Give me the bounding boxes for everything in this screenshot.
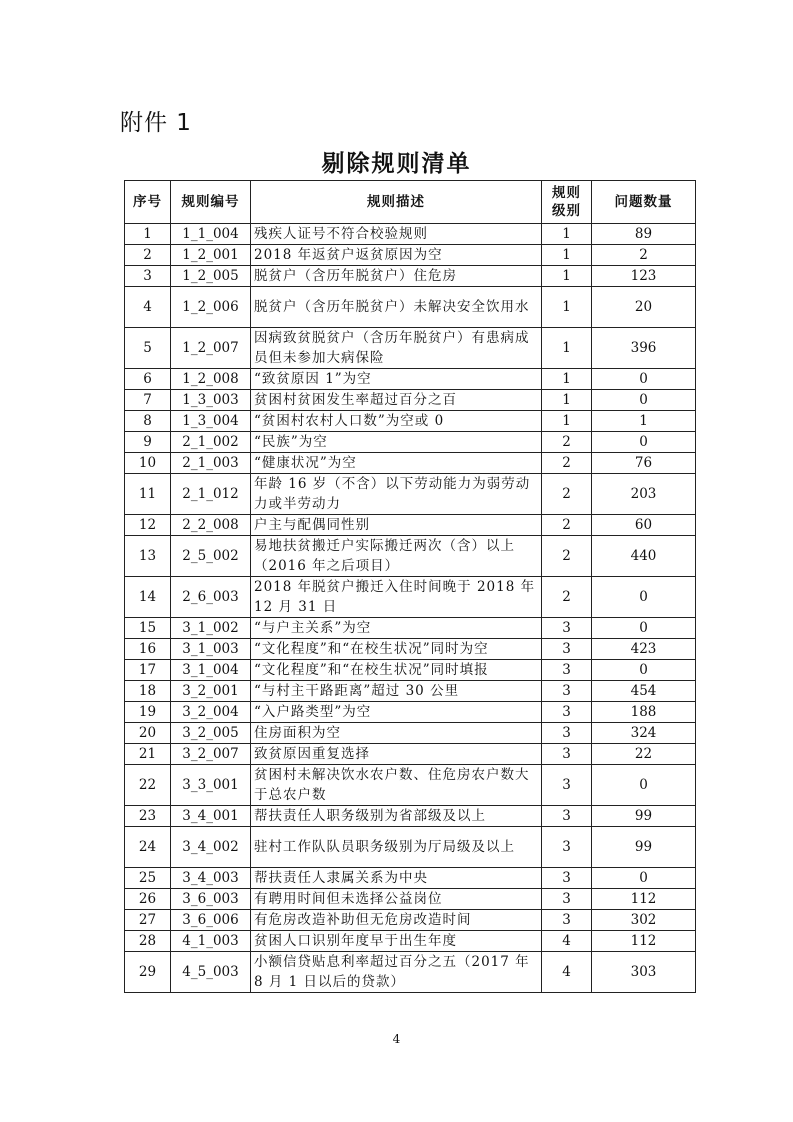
page-number: 4 xyxy=(392,1032,401,1046)
rule-description-cell: “与户主关系”为空 xyxy=(251,618,542,639)
issue-count-cell: 76 xyxy=(592,453,696,474)
rule-level-cell: 1 xyxy=(542,245,592,266)
table-row xyxy=(125,411,696,432)
issue-count-cell: 0 xyxy=(592,390,696,411)
rule-description-cell: “文化程度”和“在校生状况”同时填报 xyxy=(251,660,542,681)
issue-count-cell: 188 xyxy=(592,702,696,723)
issue-count-cell: 0 xyxy=(592,765,696,806)
rule-description-cell: 残疾人证号不符合校验规则 xyxy=(251,224,542,245)
issue-count-cell: 454 xyxy=(592,681,696,702)
issue-count-cell: 99 xyxy=(592,806,696,827)
issue-count-cell: 0 xyxy=(592,868,696,889)
rule-code-cell: 3_4_003 xyxy=(171,868,251,889)
table-row xyxy=(125,639,696,660)
rule-level-cell: 2 xyxy=(542,432,592,453)
row-number-cell: 10 xyxy=(125,453,171,474)
row-number-cell: 8 xyxy=(125,411,171,432)
issue-count-cell: 324 xyxy=(592,723,696,744)
issue-count-cell: 0 xyxy=(592,660,696,681)
table-row xyxy=(125,931,696,952)
rule-description-cell: 因病致贫脱贫户（含历年脱贫户）有患病成员但未参加大病保险 xyxy=(251,328,542,369)
rule-description-cell: “致贫原因 1”为空 xyxy=(251,369,542,390)
rule-description-cell: 户主与配偶同性别 xyxy=(251,515,542,536)
table-row xyxy=(125,224,696,245)
rule-level-cell: 2 xyxy=(542,515,592,536)
row-number-cell: 7 xyxy=(125,390,171,411)
rule-code-cell: 1_2_005 xyxy=(171,266,251,287)
rule-description-cell: 帮扶责任人隶属关系为中央 xyxy=(251,868,542,889)
rule-code-cell: 3_4_002 xyxy=(171,827,251,868)
column-header-count: 问题数量 xyxy=(592,181,696,224)
issue-count-cell: 0 xyxy=(592,577,696,618)
table-row xyxy=(125,618,696,639)
rule-description-cell: “贫困村农村人口数”为空或 0 xyxy=(251,411,542,432)
rule-level-cell: 3 xyxy=(542,702,592,723)
rule-code-cell: 2_6_003 xyxy=(171,577,251,618)
rule-code-cell: 1_1_004 xyxy=(171,224,251,245)
row-number-cell: 12 xyxy=(125,515,171,536)
issue-count-cell: 303 xyxy=(592,952,696,993)
rule-level-cell: 1 xyxy=(542,287,592,328)
row-number-cell: 17 xyxy=(125,660,171,681)
row-number-cell: 23 xyxy=(125,806,171,827)
column-header-level: 规则级别 xyxy=(542,181,592,224)
row-number-cell: 26 xyxy=(125,889,171,910)
row-number-cell: 19 xyxy=(125,702,171,723)
rule-code-cell: 1_2_006 xyxy=(171,287,251,328)
row-number-cell: 20 xyxy=(125,723,171,744)
rule-description-cell: “文化程度”和“在校生状况”同时为空 xyxy=(251,639,542,660)
rule-description-cell: 有聘用时间但未选择公益岗位 xyxy=(251,889,542,910)
rule-level-cell: 3 xyxy=(542,660,592,681)
rule-description-cell: 脱贫户（含历年脱贫户）住危房 xyxy=(251,266,542,287)
rule-description-cell: 易地扶贫搬迁户实际搬迁两次（含）以上（2016 年之后项目） xyxy=(251,536,542,577)
row-number-cell: 22 xyxy=(125,765,171,806)
table-row xyxy=(125,723,696,744)
rule-level-cell: 2 xyxy=(542,474,592,515)
row-number-cell: 4 xyxy=(125,287,171,328)
rule-description-cell: 脱贫户（含历年脱贫户）未解决安全饮用水 xyxy=(251,287,542,328)
row-number-cell: 11 xyxy=(125,474,171,515)
attachment-label: 附件 1 xyxy=(120,110,192,136)
document-title: 剔除规则清单 xyxy=(321,151,472,177)
rule-code-cell: 2_1_003 xyxy=(171,453,251,474)
rule-code-cell: 3_4_001 xyxy=(171,806,251,827)
table-row xyxy=(125,577,696,618)
row-number-cell: 6 xyxy=(125,369,171,390)
table-row xyxy=(125,681,696,702)
table-row xyxy=(125,453,696,474)
rule-level-cell: 3 xyxy=(542,806,592,827)
row-number-cell: 1 xyxy=(125,224,171,245)
rule-level-cell: 3 xyxy=(542,681,592,702)
row-number-cell: 25 xyxy=(125,868,171,889)
rule-level-cell: 1 xyxy=(542,328,592,369)
table-row xyxy=(125,474,696,515)
rule-code-cell: 1_3_004 xyxy=(171,411,251,432)
rule-code-cell: 3_1_003 xyxy=(171,639,251,660)
rule-level-cell: 1 xyxy=(542,266,592,287)
row-number-cell: 15 xyxy=(125,618,171,639)
row-number-cell: 16 xyxy=(125,639,171,660)
rule-code-cell: 4_1_003 xyxy=(171,931,251,952)
rule-level-cell: 1 xyxy=(542,390,592,411)
rule-description-cell: 年龄 16 岁（不含）以下劳动能力为弱劳动力或半劳动力 xyxy=(251,474,542,515)
rule-level-cell: 3 xyxy=(542,868,592,889)
table-row xyxy=(125,765,696,806)
rule-code-cell: 3_1_004 xyxy=(171,660,251,681)
table-row xyxy=(125,952,696,993)
rule-code-cell: 3_3_001 xyxy=(171,765,251,806)
rule-code-cell: 2_2_008 xyxy=(171,515,251,536)
issue-count-cell: 203 xyxy=(592,474,696,515)
row-number-cell: 9 xyxy=(125,432,171,453)
row-number-cell: 29 xyxy=(125,952,171,993)
rule-level-cell: 3 xyxy=(542,765,592,806)
issue-count-cell: 123 xyxy=(592,266,696,287)
table-row xyxy=(125,287,696,328)
row-number-cell: 13 xyxy=(125,536,171,577)
rule-code-cell: 3_6_006 xyxy=(171,910,251,931)
issue-count-cell: 302 xyxy=(592,910,696,931)
rule-description-cell: 贫困人口识别年度早于出生年度 xyxy=(251,931,542,952)
rule-level-cell: 3 xyxy=(542,889,592,910)
rule-description-cell: 小额信贷贴息利率超过百分之五（2017 年 8 月 1 日以后的贷款） xyxy=(251,952,542,993)
issue-count-cell: 0 xyxy=(592,432,696,453)
rule-code-cell: 1_2_007 xyxy=(171,328,251,369)
rule-level-cell: 3 xyxy=(542,618,592,639)
rule-description-cell: 致贫原因重复选择 xyxy=(251,744,542,765)
rule-code-cell: 3_1_002 xyxy=(171,618,251,639)
rule-description-cell: 贫困村未解决饮水农户数、住危房农户数大于总农户数 xyxy=(251,765,542,806)
rule-description-cell: 帮扶责任人职务级别为省部级及以上 xyxy=(251,806,542,827)
rule-level-cell: 2 xyxy=(542,577,592,618)
table-row xyxy=(125,328,696,369)
rule-description-cell: “与村主干路距离”超过 30 公里 xyxy=(251,681,542,702)
rule-code-cell: 2_1_002 xyxy=(171,432,251,453)
table-row xyxy=(125,536,696,577)
table-body xyxy=(125,224,696,993)
rule-level-cell: 1 xyxy=(542,224,592,245)
table-row xyxy=(125,702,696,723)
row-number-cell: 28 xyxy=(125,931,171,952)
table-row xyxy=(125,245,696,266)
rule-level-cell: 2 xyxy=(542,536,592,577)
column-header-description: 规则描述 xyxy=(251,181,542,224)
issue-count-cell: 396 xyxy=(592,328,696,369)
rule-level-cell: 3 xyxy=(542,827,592,868)
rule-code-cell: 3_2_004 xyxy=(171,702,251,723)
rule-description-cell: 住房面积为空 xyxy=(251,723,542,744)
issue-count-cell: 1 xyxy=(592,411,696,432)
rule-code-cell: 4_5_003 xyxy=(171,952,251,993)
row-number-cell: 5 xyxy=(125,328,171,369)
table-row xyxy=(125,660,696,681)
table-row xyxy=(125,910,696,931)
rule-level-cell: 1 xyxy=(542,369,592,390)
rule-level-cell: 3 xyxy=(542,639,592,660)
row-number-cell: 18 xyxy=(125,681,171,702)
rule-level-cell: 2 xyxy=(542,453,592,474)
issue-count-cell: 112 xyxy=(592,931,696,952)
table-row xyxy=(125,515,696,536)
rule-level-cell: 1 xyxy=(542,411,592,432)
rule-code-cell: 1_2_001 xyxy=(171,245,251,266)
table-row xyxy=(125,868,696,889)
rule-code-cell: 1_2_008 xyxy=(171,369,251,390)
rule-description-cell: 有危房改造补助但无危房改造时间 xyxy=(251,910,542,931)
rule-description-cell: 驻村工作队队员职务级别为厅局级及以上 xyxy=(251,827,542,868)
row-number-cell: 21 xyxy=(125,744,171,765)
rule-description-cell: “健康状况”为空 xyxy=(251,453,542,474)
rule-description-cell: “入户路类型”为空 xyxy=(251,702,542,723)
column-header-no: 序号 xyxy=(125,181,171,224)
table-row xyxy=(125,806,696,827)
table-header xyxy=(125,181,696,224)
row-number-cell: 24 xyxy=(125,827,171,868)
table-row xyxy=(125,827,696,868)
issue-count-cell: 89 xyxy=(592,224,696,245)
rule-code-cell: 1_3_003 xyxy=(171,390,251,411)
row-number-cell: 2 xyxy=(125,245,171,266)
table-row xyxy=(125,889,696,910)
issue-count-cell: 20 xyxy=(592,287,696,328)
row-number-cell: 14 xyxy=(125,577,171,618)
table-row xyxy=(125,432,696,453)
rule-description-cell: 2018 年脱贫户搬迁入住时间晚于 2018 年 12 月 31 日 xyxy=(251,577,542,618)
rule-code-cell: 3_2_005 xyxy=(171,723,251,744)
rule-level-cell: 4 xyxy=(542,952,592,993)
issue-count-cell: 2 xyxy=(592,245,696,266)
issue-count-cell: 0 xyxy=(592,618,696,639)
rule-code-cell: 3_6_003 xyxy=(171,889,251,910)
rule-description-cell: 2018 年返贫户返贫原因为空 xyxy=(251,245,542,266)
rule-description-cell: “民族”为空 xyxy=(251,432,542,453)
issue-count-cell: 440 xyxy=(592,536,696,577)
table-row xyxy=(125,369,696,390)
header-row xyxy=(125,181,696,224)
rule-code-cell: 3_2_001 xyxy=(171,681,251,702)
issue-count-cell: 112 xyxy=(592,889,696,910)
table-row xyxy=(125,744,696,765)
issue-count-cell: 99 xyxy=(592,827,696,868)
column-header-code: 规则编号 xyxy=(171,181,251,224)
rule-code-cell: 2_5_002 xyxy=(171,536,251,577)
issue-count-cell: 423 xyxy=(592,639,696,660)
rule-level-cell: 4 xyxy=(542,931,592,952)
row-number-cell: 27 xyxy=(125,910,171,931)
table-row xyxy=(125,266,696,287)
rule-level-cell: 3 xyxy=(542,910,592,931)
rule-code-cell: 3_2_007 xyxy=(171,744,251,765)
issue-count-cell: 60 xyxy=(592,515,696,536)
rule-code-cell: 2_1_012 xyxy=(171,474,251,515)
table-row xyxy=(125,390,696,411)
rule-level-cell: 3 xyxy=(542,744,592,765)
issue-count-cell: 0 xyxy=(592,369,696,390)
rule-level-cell: 3 xyxy=(542,723,592,744)
issue-count-cell: 22 xyxy=(592,744,696,765)
rule-description-cell: 贫困村贫困发生率超过百分之百 xyxy=(251,390,542,411)
rules-table xyxy=(124,180,696,993)
row-number-cell: 3 xyxy=(125,266,171,287)
